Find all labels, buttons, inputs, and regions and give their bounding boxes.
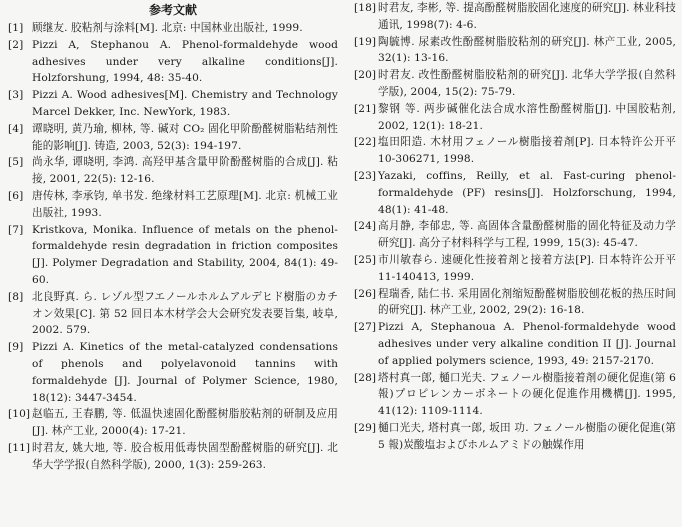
reference-number: [21]	[354, 102, 377, 115]
reference-entry	[354, 286, 676, 320]
reference-entry	[354, 0, 676, 34]
reference-entry	[354, 168, 676, 218]
reference-number: [2]	[8, 38, 24, 51]
reference-text: 高月静, 李郁忠, 等. 高固体含量酚醛树脂的固化特征及动力学研究[J]. 高分子材料科学与工程, 1999, 15(3): 45-47.	[378, 220, 676, 250]
reference-text: 陶毓博. 尿素改性酚醛树脂胶粘剂的研究[J]. 林产工业, 2005, 32(1): 13-16.	[378, 35, 676, 65]
reference-entry	[8, 188, 338, 222]
reference-number: [23]	[354, 169, 377, 182]
reference-text: 樋口光夫, 塔村真一郎, 坂田 功. フェノール樹脂の硬化促進(第 5 報)炭酸塩およびホルムアミドの触媒作用	[378, 421, 676, 451]
reference-entry	[354, 420, 676, 454]
reference-text: Pizzi A. Wood adhesives[M]. Chemistry and Technology Marcel Dekker, Inc. NewYork, 1983.	[32, 89, 338, 118]
reference-entry	[8, 289, 338, 339]
reference-entry	[354, 370, 676, 420]
reference-entry	[8, 121, 338, 155]
reference-number: [11]	[8, 441, 31, 454]
reference-text: 程瑞香, 陆仁书. 采用固化剂缩短酚醛树脂胶刨花板的热压时间的研究[J]. 林产工业, 2002, 29(2): 16-18.	[378, 287, 676, 317]
reference-number: [10]	[8, 408, 31, 421]
reference-text: Yazaki, coffins, Reilly, et al. Fast-curing phenol-formaldehyde (PF) resins[J]. Holzforschung, 1994, 48(1): 41-48.	[378, 169, 676, 216]
right-reference-list	[354, 0, 676, 454]
reference-number: [22]	[354, 136, 377, 149]
reference-entry	[354, 252, 676, 286]
reference-text: 时君友. 改性酚醛树脂胶粘剂的研究[J]. 北华大学学报(自然科学版), 2004, 15(2): 75-79.	[378, 69, 676, 98]
reference-text: 唐传林, 李承钧, 单书发. 绝缘材料工艺原理[M]. 北京: 机械工业出版社, 1993.	[32, 189, 338, 219]
reference-number: [9]	[8, 341, 24, 354]
reference-entry	[8, 406, 338, 440]
reference-entry	[354, 134, 676, 168]
reference-number: [5]	[8, 156, 24, 169]
reference-text: 尚永华, 谭晓明, 李鸿. 高羟甲基含量甲阶酚醛树脂的合成[J]. 粘接, 2001, 22(5): 12-16.	[32, 156, 338, 186]
reference-text: 黎钢 等. 两步碱催化法合成水溶性酚醛树脂[J]. 中国胶粘剂, 2002, 12(1): 18-21.	[378, 102, 676, 132]
reference-number: [7]	[8, 223, 24, 236]
left-reference-list	[8, 20, 338, 474]
references-heading: 参考文献	[148, 3, 197, 17]
reference-number: [25]	[354, 253, 377, 266]
reference-text: Kristkova, Monika. Influence of metals on the phenol-formaldehyde resin degradation in friction composites [J]. Polymer Degradation and Stability, 2004, 84(1): 49-60.	[32, 223, 338, 286]
reference-text: 谭晓明, 黄乃瑜, 柳林, 等. 碱对 CO₂ 固化甲阶酚醛树脂粘结剂性能的影响[J]. 铸造, 2003, 52(3): 194-197.	[32, 122, 338, 152]
reference-text: 顾继友. 胶粘剂与涂料[M]. 北京: 中国林业出版社, 1999.	[32, 22, 303, 34]
reference-entry	[354, 218, 676, 252]
reference-entry	[354, 101, 676, 135]
reference-text: 塩田阳造. 木材用フェノール樹脂接着剤[P]. 日本特许公开平 10-306271, 1998.	[378, 136, 676, 166]
reference-number: [6]	[8, 189, 24, 202]
reference-number: [26]	[354, 287, 377, 300]
left-column	[8, 0, 338, 474]
reference-text: 赵临五, 王春鹏, 等. 低温快速固化酚醛树脂胶粘剂的研制及应用[J]. 林产工业, 2000(4): 17-21.	[32, 408, 338, 438]
reference-entry	[8, 440, 338, 474]
reference-number: [1]	[8, 22, 24, 34]
reference-number: [27]	[354, 321, 377, 334]
reference-number: [28]	[354, 371, 377, 384]
reference-number: [19]	[354, 35, 377, 48]
reference-entry	[8, 20, 338, 37]
reference-text: 时君友, 李彬, 等. 提高酚醛树脂胶固化速度的研究[J]. 林业科技通讯, 1998(7): 4-6.	[378, 2, 676, 31]
reference-text: 北良野真. ら. レゾル型フエノールホルムアルデヒド樹脂のカチオン效果[C]. 第 52 回日本木材学会大会研究发表要旨集, 岐阜, 2002. 579.	[32, 290, 338, 337]
reference-number: [3]	[8, 89, 24, 102]
reference-entry	[8, 339, 338, 406]
reference-entry	[354, 34, 676, 68]
reference-text: 时君友, 姚大地, 等. 胶合板用低毒快固型酚醛树脂的研究[J]. 北华大学学报(自然科学版), 2000, 1(3): 259-263.	[32, 441, 338, 471]
reference-entry	[8, 87, 338, 121]
reference-number: [8]	[8, 290, 24, 303]
reference-number: [29]	[354, 421, 377, 434]
reference-text: 市川敏春ら. 速硬化性接着剤と接着方法[P]. 日本特许公开平 11-140413, 1999.	[378, 253, 676, 283]
reference-number: [4]	[8, 122, 24, 135]
reference-entry	[8, 222, 338, 289]
right-column	[354, 0, 676, 454]
reference-text: 塔村真一郎, 樋口光夫. フェノール樹脂接着剤の硬化促進(第 6 報)プロピレンカーボネートの硬化促進作用機構[J]. 1995, 41(12): 1109-1114.	[378, 371, 676, 418]
reference-entry	[8, 37, 338, 87]
reference-number: [20]	[354, 69, 377, 82]
reference-text: Pizzi A, Stephanou A. Phenol-formaldehyde wood adhesives under very alkaline conditions[J]. Holzforshung, 1994, 48: 35-40.	[32, 38, 338, 85]
reference-text: Pizzi A, Stephanoua A. Phenol-formaldehyde wood adhesives under very alkaline condition II [J]. Journal of applied polymers science, 1993, 49: 2157-2170.	[378, 321, 676, 367]
reference-entry	[354, 67, 676, 101]
reference-number: [18]	[354, 2, 377, 14]
reference-entry	[8, 154, 338, 188]
reference-entry	[354, 319, 676, 369]
reference-text: Pizzi A. Kinetics of the metal-catalyzed condensations of phenols and polyelavonoid tannins with formaldehyde [J]. Journal of Polymer Science, 1980, 18(12): 3447-3454.	[32, 341, 338, 404]
reference-number: [24]	[354, 220, 377, 233]
